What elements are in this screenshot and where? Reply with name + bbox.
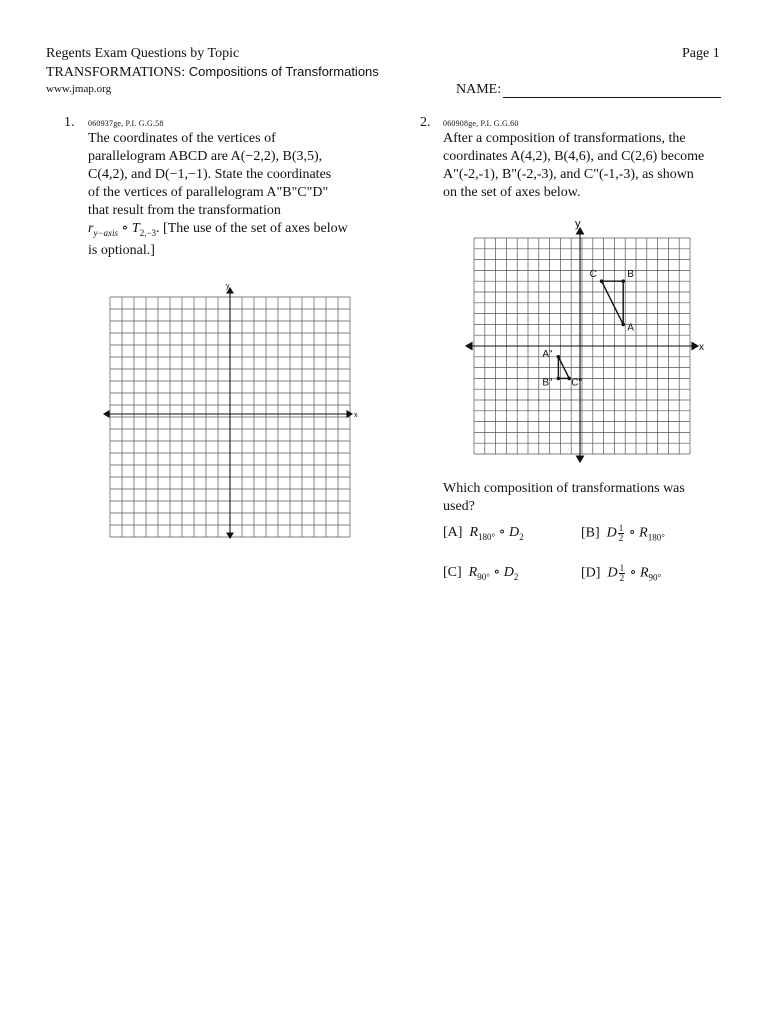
q2-y-axis-label: y <box>575 218 581 230</box>
compose-symbol: ∘ <box>121 221 129 236</box>
q2-question-line: used? <box>443 499 475 514</box>
compose-symbol: ∘ <box>629 565 637 581</box>
name-label: NAME: <box>456 82 502 97</box>
compose-symbol: ∘ <box>628 525 636 541</box>
q1-line: of the vertices of parallelogram A"B"C"D" <box>88 185 329 200</box>
compose-symbol: ∘ <box>498 525 506 540</box>
point-label-a: A <box>627 322 634 334</box>
choice-d[interactable] <box>581 564 661 587</box>
fraction-numerator: 1 <box>618 523 624 533</box>
choice-op1: R <box>469 525 478 540</box>
q1-transformation-line <box>88 220 388 242</box>
point-a2 <box>557 355 561 359</box>
q1-line: is optional.] <box>88 242 155 258</box>
choice-op2-sub: 2 <box>513 571 519 582</box>
q1-text <box>88 130 388 260</box>
point-label-c2: C" <box>571 377 582 389</box>
choice-op1: R <box>468 565 478 580</box>
q2-coordinate-grid <box>460 214 710 466</box>
choice-op1-sub: 90° <box>477 571 490 582</box>
q1-line: C(4,2), and D(−1,−1). State the coordinates <box>88 167 332 182</box>
subtitle-prefix: TRANSFORMATIONS: <box>46 65 186 80</box>
point-label-a2: A" <box>542 348 553 360</box>
compose-symbol: ∘ <box>493 565 501 580</box>
header-title: Regents Exam Questions by Topic <box>46 46 240 61</box>
header-website: www.jmap.org <box>46 83 112 95</box>
choice-op2: D <box>508 525 520 540</box>
page-number: Page 1 <box>682 46 720 61</box>
fraction-one-half <box>618 524 625 543</box>
choice-op1-sub: 180° <box>478 531 496 542</box>
name-field <box>456 81 721 98</box>
choice-letter: [D] <box>581 565 601 581</box>
choice-a[interactable] <box>443 524 524 546</box>
choice-letter: [B] <box>581 525 600 541</box>
translation-subscript: 2,−3 <box>139 227 157 238</box>
subtitle-rest: Compositions of Transformations <box>188 64 379 79</box>
choice-c[interactable] <box>443 564 518 586</box>
q2-line: coordinates A(4,2), B(4,6), and C(2,6) become <box>443 149 705 164</box>
q2-line: A"(-2,-1), B"(-2,-3), and C"(-1,-3), as shown <box>443 167 694 182</box>
choice-op2-sub: 2 <box>519 531 524 542</box>
choice-op2: R <box>639 525 648 541</box>
header-subtitle <box>46 63 379 81</box>
q1-line: The coordinates of the vertices of <box>88 131 276 146</box>
q2-number: 2. <box>420 115 431 130</box>
point-b2 <box>557 377 561 381</box>
q2-x-axis-label: x <box>699 342 704 353</box>
choice-b[interactable] <box>581 524 665 547</box>
choice-op2: D <box>503 565 514 580</box>
point-a <box>621 323 625 327</box>
q1-x-axis-right-arrow <box>347 411 352 417</box>
q2-line: After a composition of transformations, the <box>443 131 686 146</box>
point-c <box>600 279 604 283</box>
q1-x-axis-label: x <box>354 412 358 419</box>
fraction-one-half <box>619 564 626 583</box>
point-b <box>621 279 625 283</box>
q1-number: 1. <box>64 115 75 130</box>
fraction-numerator: 1 <box>619 563 625 573</box>
point-label-b2: B" <box>542 377 553 389</box>
q1-coordinate-grid[interactable] <box>100 282 360 544</box>
q2-question <box>443 480 743 516</box>
fraction-denominator: 2 <box>618 533 624 543</box>
q1-after-transform: . [The use of the set of axes below <box>156 221 348 236</box>
choice-op1: D <box>607 565 618 581</box>
q2-text <box>443 130 743 202</box>
reflection-subscript: y−axis <box>93 227 119 238</box>
q2-x-axis-left-arrow <box>466 343 472 350</box>
q1-code: 060937ge, P.I. G.G.58 <box>88 119 164 128</box>
q1-x-axis-left-arrow <box>104 411 109 417</box>
choice-letter: [C] <box>443 565 462 580</box>
q2-code: 060908ge, P.I. G.G.60 <box>443 119 519 128</box>
q2-question-line: Which composition of transformations was <box>443 481 685 496</box>
choice-op2-sub: 180° <box>647 532 665 543</box>
name-blank-line <box>503 83 721 98</box>
choice-letter: [A] <box>443 525 463 540</box>
reflection-symbol: r <box>88 221 94 236</box>
q1-line: that result from the transformation <box>88 203 281 218</box>
q2-x-axis-right-arrow <box>692 343 698 350</box>
translation-symbol: T <box>131 221 140 236</box>
point-label-b: B <box>627 269 634 281</box>
choice-op2: R <box>639 565 649 581</box>
q1-y-axis-label: y <box>226 283 230 290</box>
q2-line: on the set of axes below. <box>443 185 581 200</box>
q1-line: parallelogram ABCD are A(−2,2), B(3,5), <box>88 149 323 164</box>
point-label-c: C <box>589 269 597 281</box>
fraction-denominator: 2 <box>619 573 625 583</box>
q2-y-axis-down-arrow <box>577 456 584 462</box>
choice-op1: D <box>606 525 617 541</box>
choice-op2-sub: 90° <box>648 572 662 583</box>
